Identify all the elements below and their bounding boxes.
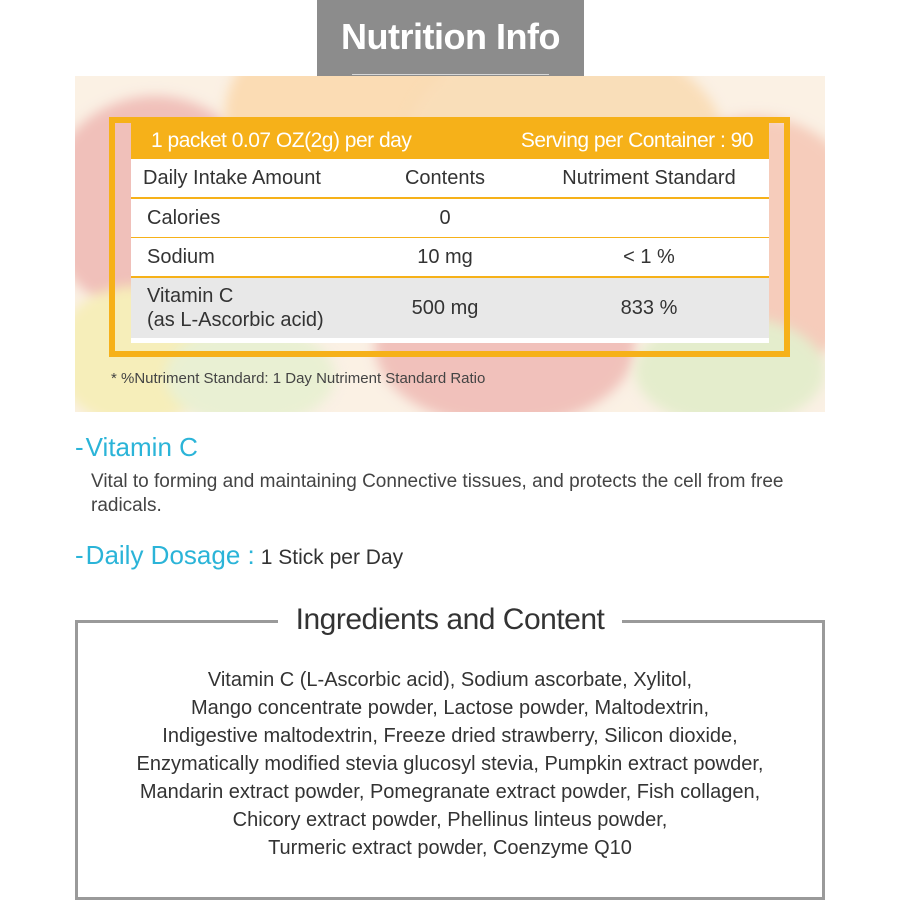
- list-item: Turmeric extract powder, Coenzyme Q10: [268, 837, 632, 859]
- page-title: Nutrition Info: [341, 16, 560, 57]
- vitamin-c-heading-block: [75, 432, 198, 463]
- table-row: [131, 199, 769, 238]
- dash-marker: -: [75, 540, 84, 570]
- row-standard: 833 %: [620, 296, 678, 319]
- servings-per-container: Serving per Container : 90: [520, 129, 753, 152]
- row-name-detail: (as L-Ascorbic acid): [147, 309, 324, 331]
- row-content: 10 mg: [417, 245, 473, 268]
- list-item: Mango concentrate powder, Lactose powder, Maltodextrin,: [190, 697, 710, 719]
- column-header-contents: Contents: [404, 166, 486, 189]
- nutrition-table: [131, 123, 769, 343]
- title-underline: [352, 74, 549, 75]
- row-name: Sodium: [147, 246, 215, 268]
- list-item: Indigestive maltodextrin, Freeze dried strawberry, Silicon dioxide,: [162, 725, 738, 747]
- ingredients-list: [78, 666, 822, 862]
- dash-marker: -: [75, 432, 84, 462]
- list-item: Enzymatically modified stevia glucosyl stevia, Pumpkin extract powder,: [136, 753, 764, 775]
- row-name: Vitamin C: [147, 285, 234, 307]
- ingredients-heading: Ingredients and Content: [295, 603, 605, 636]
- list-item: Mandarin extract powder, Pomegranate extract powder, Fish collagen,: [139, 781, 761, 803]
- table-column-headers: [131, 159, 769, 199]
- nutrition-table-header: [131, 123, 769, 159]
- daily-dosage-value: 1 Stick per Day: [260, 546, 404, 569]
- row-content: 500 mg: [411, 296, 479, 319]
- serving-size: 1 packet 0.07 OZ(2g) per day: [151, 129, 412, 152]
- column-header-daily-intake: Daily Intake Amount: [143, 167, 321, 189]
- table-row: [131, 238, 769, 278]
- daily-dosage-heading: Daily Dosage :: [85, 540, 255, 570]
- nutrition-footnote: * %Nutriment Standard: 1 Day Nutriment Standard Ratio: [111, 370, 486, 387]
- list-item: Vitamin C (L-Ascorbic acid), Sodium ascorbate, Xylitol,: [207, 669, 693, 691]
- vitamin-c-heading: Vitamin C: [85, 432, 198, 462]
- list-item: Chicory extract powder, Phellinus linteus powder,: [232, 809, 668, 831]
- vitamin-c-description: Vital to forming and maintaining Connective tissues, and protects the cell from free radicals.: [91, 471, 784, 516]
- table-row: [131, 278, 769, 338]
- nutrition-table-frame: [109, 117, 790, 357]
- row-name: Calories: [147, 207, 221, 229]
- row-content: 0: [439, 206, 451, 229]
- column-header-standard: Nutriment Standard: [562, 166, 736, 189]
- daily-dosage-block: [75, 540, 403, 571]
- ingredients-title-wrap: [278, 600, 622, 640]
- row-name-block: [131, 284, 361, 332]
- row-standard: < 1 %: [623, 245, 675, 268]
